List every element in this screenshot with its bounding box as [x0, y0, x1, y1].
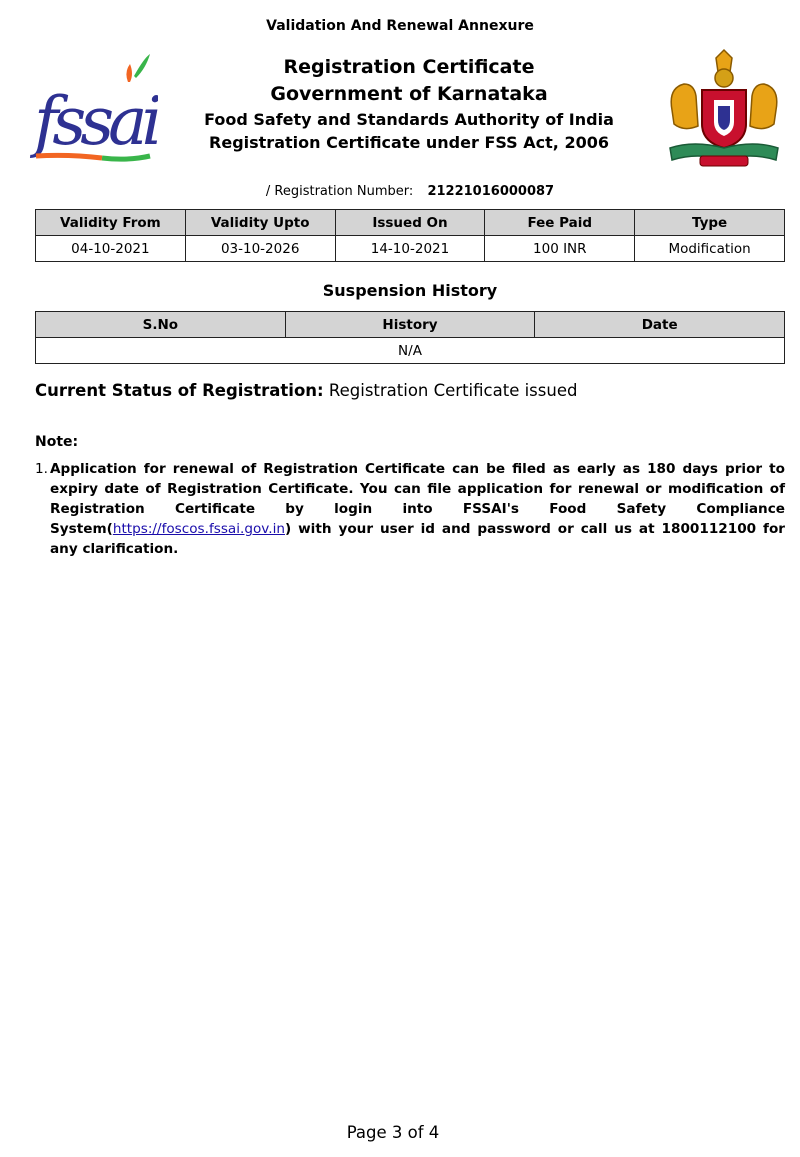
- note-text-after: ) with your user id and password or call us at 1800112100 for any clarification.: [50, 521, 785, 557]
- registration-number: 21221016000087: [427, 184, 555, 199]
- table-row: [36, 338, 785, 364]
- suspension-history-title: Suspension History: [322, 281, 498, 300]
- header-type: Type: [635, 210, 785, 236]
- table-row: [36, 236, 785, 262]
- certificate-header: [170, 54, 648, 154]
- note-text-before: Application for renewal of Registration Certificate can be filed as early as 180 days prior to expiry date of Registration Certificate. You can file application for renewal or modification of Registration Certificate by login into FSSAI's Food Safety Compliance System(: [50, 461, 785, 537]
- header-act: Registration Certificate under FSS Act, 2006: [209, 133, 609, 152]
- validity-table: [35, 209, 785, 262]
- header-date: Date: [535, 312, 785, 338]
- header-government: Government of Karnataka: [270, 83, 548, 105]
- registration-number-line: [0, 184, 800, 199]
- header-fee-paid: Fee Paid: [485, 210, 635, 236]
- cell-type: Modification: [635, 236, 785, 262]
- cell-validity-from: 04-10-2021: [36, 236, 186, 262]
- header-title: Registration Certificate: [283, 56, 535, 78]
- cell-issued-on: 14-10-2021: [335, 236, 485, 262]
- note-label: Note:: [35, 434, 79, 450]
- header-validity-from: Validity From: [36, 210, 186, 236]
- header-history: History: [285, 312, 535, 338]
- header-issued-on: Issued On: [335, 210, 485, 236]
- header-authority: Food Safety and Standards Authority of India: [204, 110, 614, 129]
- registration-number-label: / Registration Number:: [265, 184, 414, 199]
- cell-validity-upto: 03-10-2026: [185, 236, 335, 262]
- fssai-logo: [28, 48, 158, 172]
- foscos-link[interactable]: https://foscos.fssai.gov.in: [112, 521, 285, 537]
- table-header-row: [36, 312, 785, 338]
- cell-fee-paid: 100 INR: [485, 236, 635, 262]
- annexure-title: Validation And Renewal Annexure: [266, 18, 534, 34]
- karnataka-emblem-icon: [664, 48, 784, 172]
- current-status: [35, 381, 577, 400]
- fssai-logo-text: fssai: [34, 83, 157, 160]
- header-sno: S.No: [36, 312, 286, 338]
- status-value: Registration Certificate issued: [328, 381, 578, 400]
- page-number: Page 3 of 4: [346, 1123, 440, 1142]
- note-list: [35, 459, 785, 559]
- note-item: [50, 459, 785, 559]
- note-number: 1.: [35, 461, 48, 477]
- status-label: Current Status of Registration:: [35, 381, 324, 400]
- cell-empty: N/A: [36, 338, 785, 364]
- table-header-row: [36, 210, 785, 236]
- suspension-history-table: [35, 311, 785, 364]
- header-validity-upto: Validity Upto: [185, 210, 335, 236]
